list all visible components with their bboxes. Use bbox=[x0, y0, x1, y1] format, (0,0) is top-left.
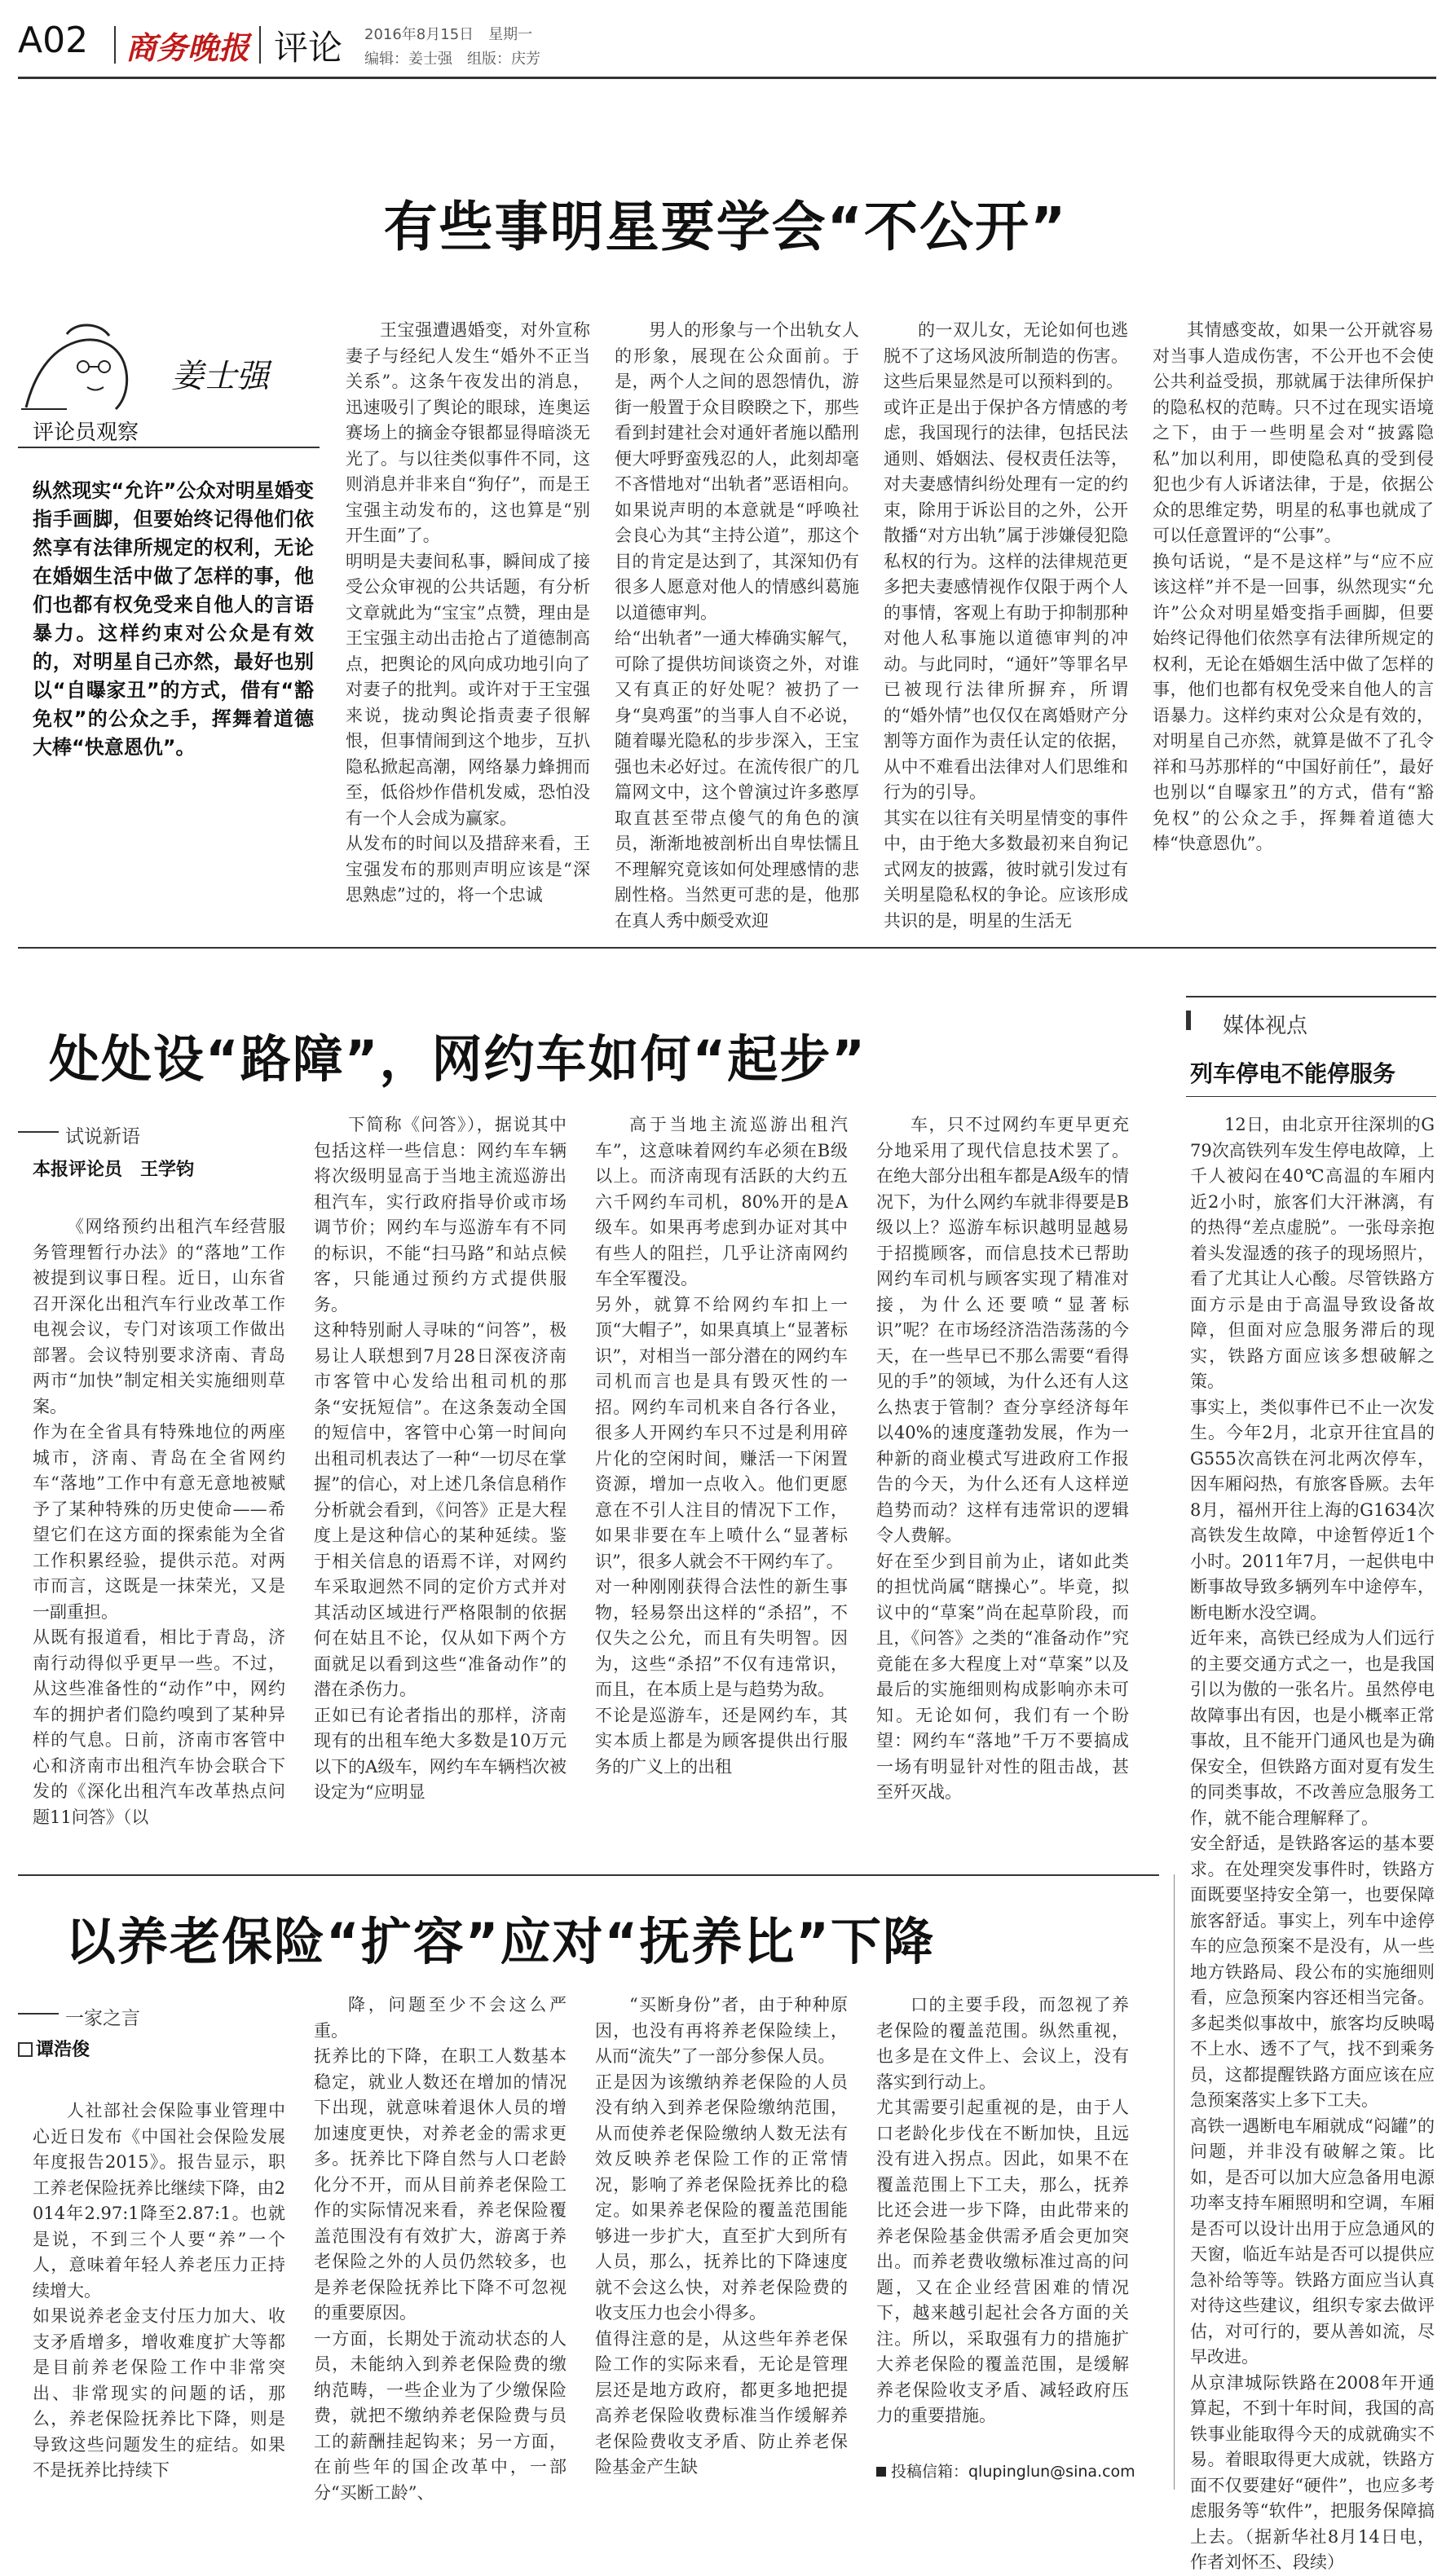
article1-col-2: 男人的形象与一个出轨女人的形象，展现在公众面前。于是，两个人之间的恩怨情仇，游街一般置于众目睽睽之下，那些看到封建社会对通奸者施以酷刑便大呼野蛮残忍的人，此刻却毫不吝惜地对“出轨者”恶语相向。如果说声明的本意就是“呼唤社会良心为其“主持公道”，那这个目的肯定是达到了，其深知仍有很多人愿意对他人的情感纠葛施以道德审判。 给“出轨者”一通大棒确实解气，可除了提供坊间谈资之外，对谁又有真正的好处呢？被扔了一身“臭鸡蛋”的当事人自不必说，随着曝光隐私的步步深入，王宝强也未必好过。在流传很广的几篇网文中，这个曾演过许多憨厚取直甚至带点傻气的角色的演员，渐渐地被剖析出自卑怯懦且不理解究竟该如何处理感情的悲剧性格。当然更可悲的是，他那在真人秀中颇受欢迎 bbox=[615, 320, 859, 931]
article2-col-2: 下简称《问答》），据说其中包括这样一些信息：网约车车辆将次级明显高于当地主流巡游出租汽车，实行政府指导价或市场调节价；网约车与巡游车有不同的标识，不能“扫马路”和站点候客，只能通过预约方式提供服务。 这种特别耐人寻味的“问答”，极易让人联想到7月28日深夜济南市客管中心发给出租司机的那条“安抚短信”。在这条轰动全国的短信中，客管中心第一时间向出租司机表达了一种“一切尽在掌握”的信心，对上述几条信息稍作分析就会看到，《问答》正是大程度上是这种信心的某种延续。鉴于相关信息的语焉不详，对网约车采取迥然不同的定价方式并对其活动区域进行严格限制的依据何在姑且不论，仅从如下两个方面就足以看到这些“准备动作”的潜在杀伤力。 正如已有论者指出的那样，济南现有的出租车绝大多数是10万元以下的A级车，网约车车辆档次被设定为“应明显 bbox=[314, 1115, 567, 1802]
contribution-email[interactable]: 投稿信箱：qlupinglun@sina.com bbox=[891, 2463, 1135, 2481]
date-line: 2016年8月15日 星期一 bbox=[364, 26, 533, 43]
paper-name-logo: 商务晚报 bbox=[126, 29, 250, 66]
article4-col-2: 降，问题至少不会这么严重。 抚养比的下降，在职工人数基本稳定，就业人数还在增加的情况下出现，就意味着退休人员的增加速度更快，对养老金的需求更多。抚养比下降自然与人口老龄化分不开，而从目前养老保险工作的实际情况来看，养老保险覆盖范围没有有效扩大，游离于养老保险之外的人员仍然较多，也是养老保险抚养比下降不可忽视的重要原因。 一方面，长期处于流动状态的人员，未能纳入到养老保险费的缴纳范畴，一些企业为了少缴保险费，就把不缴纳养老保险费与员工的薪酬挂起钩来；另一方面，在前些年的国企改革中，一部分“买断工龄”、 bbox=[314, 1995, 567, 2503]
article1-col-1: 王宝强遭遇婚变，对外宣称妻子与经纪人发生“婚外不正当关系”。这条午夜发出的消息，迅速吸引了舆论的眼球，连奥运赛场上的摘金夺银都显得暗淡无光了。与以往类似事件不同，这则消息并非来自“狗仔”，而是王宝强主动发布的，这也算是“别开生面”了。 明明是夫妻间私事，瞬间成了接受公众审视的公共话题，有分析文章就此为“宝宝”点赞，理由是王宝强主动出击抢占了道德制高点，把舆论的风向成功地引向了对妻子的批判。或许对于王宝强来说，拢动舆论指责妻子很解恨，但事情闹到这个地步，互扒隐私掀起高潮，网络暴力蜂拥而至，低俗炒作借机发威，恐怕没有一个人会成为赢家。 从发布的时间以及措辞来看，王宝强发布的那则声明应该是“深思熟虑”过的，将一个忠诚 bbox=[346, 320, 590, 905]
masthead-rule bbox=[18, 77, 1436, 79]
article2-col-1: 《网络预约出租汽车经营服务管理暂行办法》的“落地”工作被提到议事日程。近日，山东省召开深化出租汽车行业改革工作电视会议，专门对该项工作做出部署。会议特别要求济南、青岛两市“加快”制定相关实施细则草案。 作为在全省具有特殊地位的两座城市，济南、青岛在全省网约车“落地”工作中有意无意地被赋予了某种特殊的历史使命——希望它们在这方面的探索能为全省工作积累经验，提供示范。对两市而言，这既是一抹荣光，又是一副重担。 从既有报道看，相比于青岛，济南行动得似乎更早一些。不过，从这些准备性的“动作”中，网约车的拥护者们隐约嗅到了某种异样的气息。日前，济南市客管中心和济南市出租汽车协会联合下发的《深化出租汽车改革热点问题11问答》（以 bbox=[33, 1217, 285, 1827]
byline-box-icon bbox=[18, 2042, 33, 2057]
article4-col-1: 人社部社会保险事业管理中心近日发布《中国社会保险发展年度报告2015》。报告显示，职工养老保险抚养比继续下降，由2014年2.97:1降至2.87:1。也就是说，不到三个人要“养”一个人，意味着年轻人养老压力正持续增大。 如果说养老金支付压力加大、收支矛盾增多，增收难度扩大等都是目前养老保险工作中非常突出、非常现实的问题的话，那么，养老保险抚养比下降，则是导致这些问题发生的症结。如果不是抚养比持续下 bbox=[33, 2101, 285, 2480]
sidebar-title-rule bbox=[1186, 1096, 1436, 1097]
article1-title: 有些事明星要学会“不公开” bbox=[383, 196, 1068, 258]
article1-column-label: 评论员观察 bbox=[33, 421, 139, 445]
sidebar-top-rule bbox=[1186, 996, 1436, 997]
column-label-rule bbox=[18, 447, 320, 448]
page-number: A02 bbox=[18, 20, 89, 61]
square-bullet-icon bbox=[876, 2467, 886, 2477]
column-label-rule bbox=[18, 2013, 59, 2015]
article1-lead: 纵然现实“允许”公众对明星婚变指手画脚，但要始终记得他们依然享有法律所规定的权利，无论在婚姻生活中做了怎样的事，他们也都有权免受来自他人的言语暴力。这样约束对公众是有效的，对明星自己亦然，最好也别以“自曝家丑”的方式，借有“豁免权”的公众之手，挥舞着道德大棒“快意恩仇”。 bbox=[33, 479, 314, 759]
article4-column-label: 一家之言 bbox=[65, 2008, 140, 2029]
author-signature: 姜士强 bbox=[171, 358, 269, 395]
column-label-rule bbox=[18, 1131, 59, 1133]
article-separator bbox=[18, 1874, 1159, 1876]
article4-title: 以养老保险“扩容”应对“抚养比”下降 bbox=[65, 1912, 935, 1971]
article2-col-4: 车，只不过网约车更早更充分地采用了现代信息技术罢了。在绝大部分出租车都是A级车的情况下，为什么网约车就非得要是B级以上？巡游车标识越明显越易于招揽顾客，而信息技术已帮助网约车司机与顾客实现了精准对接，为什么还要喷“显著标识”呢？在市场经济浩浩荡荡的今天，在一些早已不那么需要“看得见的手”的领域，为什么还有人这么热衷于管制？查分享经济每年以40%的速度蓬勃发展，作为一种新的商业模式写进政府工作报告的今天，为什么还有人这样逆趋势而动？这样有违常识的逻辑令人费解。 好在至少到目前为止，诸如此类的担忧尚属“瞎操心”。毕竟，拟议中的“草案”尚在起草阶段，而且，《问答》之类的“准备动作”究竟能在多大程度上对“草案”以及最后的实施细则构成影响亦未可知。无论如何，我们有一个盼望：网约车“落地”千万不要搞成一场有明显针对性的阻击战，甚至歼灭战。 bbox=[876, 1115, 1129, 1802]
article3-label: 媒体视点 bbox=[1223, 1014, 1308, 1038]
article1-col-3: 的一双儿女，无论如何也逃脱不了这场风波所制造的伤害。这些后果显然是可以预料到的。 或许正是出于保护各方情感的考虑，我国现行的法律，包括民法通则、婚姻法、侵权责任法等，对夫妻感情纠纷处理有一定的约束，除用于诉讼目的之外，公开散播“对方出轨”属于涉嫌侵犯隐私权的行为。这样的法律规范更多把夫妻感情视作仅限于两个人的事情，客观上有助于抑制那种对他人私事施以道德审判的冲动。与此同时，“通奸”等罪名早已被现行法律所摒弃，所谓的“婚外情”也仅仅在离婚财产分割等方面作为责任认定的依据，从中不难看出法律对人们思维和行为的引导。 其实在以往有关明星情变的事件中，由于绝大多数最初来自狗记式网友的披露，彼时就引发过有关明星隐私权的争论。应该形成共识的是，明星的生活无 bbox=[884, 320, 1128, 931]
article4-col-3: “买断身份”者，由于种种原因，也没有再将养老保险续上，从而“流失”了一部分参保人员。 正是因为该缴纳养老保险的人员没有纳入到养老保险缴纳范围，从而使养老保险缴纳人数无法有效反映养老保险工作的正常情况，影响了养老保险抚养比的稳定。如果养老保险的覆盖范围能够进一步扩大，直至扩大到所有人员，那么，抚养比的下降速度就不会这么快，对养老保险费的收支压力也会小得多。 值得注意的是，从这些年养老保险工作的实际来看，无论是管理层还是地方政府，都更多地把提高养老保险收费标准当作缓解养老保险费收支矛盾、防止养老保险基金产生缺 bbox=[595, 1995, 848, 2477]
editor-line: 编辑：姜士强 组版：庆芳 bbox=[364, 51, 540, 68]
masthead-divider bbox=[114, 26, 116, 64]
sidebar-label-marker bbox=[1186, 1011, 1191, 1030]
article2-col-3: 高于当地主流巡游出租汽车”，这意味着网约车必须在B级以上。而济南现有活跃的大约五六千网约车司机，80%开的是A级车。如果再考虑到办证对其中有些人的阻拦，几乎让济南网约车全军覆没。 另外，就算不给网约车扣上一顶“大帽子”，如果真填上“显著标识”，对相当一部分潜在的网约车司机而言也是具有毁灭性的一招。网约车司机来自各行各业，很多人开网约车只不过是利用碎片化的空闲时间，赚活一下闲置资源，增加一点收入。他们更愿意在不引人注目的情况下工作，如果非要在车上喷什么“显著标识”，很多人就会不干网约车了。 对一种刚刚获得合法性的新生事物，轻易祭出这样的“杀招”，不仅失之公允，而且有失明智。因为，这些“杀招”不仅有违常识，而且，在本质上是与趋势为敌。 不论是巡游车，还是网约车，其实本质上都是为顾客提供出行服务的广义上的出租 bbox=[595, 1115, 848, 1777]
article1-col-4: 其情感变故，如果一公开就容易对当事人造成伤害，不公开也不会使公共利益受损，那就属于法律所保护的隐私权的范畴。只不过在现实语境之下，由于一些明星会对“披露隐私”加以利用，即使隐私真的受到侵犯也少有人诉诸法律，于是，依据公众的思维定势，明星的私事也就成了可以任意置评的“公事”。 换句话说，“是不是这样”与“应不应该这样”并不是一回事，纵然现实“允许”公众对明星婚变指手画脚，但要始终记得他们依然享有法律所规定的权利，无论在婚姻生活中做了怎样的事，他们也都有权免受来自他人的言语暴力。这样约束对公众是有效的，对明星自己亦然，就算是做不了孔令祥和马苏那样的“中国好前任”，最好也别以“自曝家丑”的方式，借有“豁免权”的公众之手，挥舞着道德大棒“快意恩仇”。 bbox=[1153, 320, 1434, 853]
masthead-divider bbox=[259, 26, 261, 64]
article3-title: 列车停电不能停服务 bbox=[1190, 1060, 1396, 1087]
masthead bbox=[18, 15, 1436, 73]
author-portrait-sketch bbox=[18, 318, 157, 414]
section-name: 评论 bbox=[274, 28, 343, 68]
article-separator bbox=[18, 947, 1436, 949]
article4-col-4: 口的主要手段，而忽视了养老保险的覆盖范围。纵然重视，也多是在文件上、会议上，没有落实到行动上。 尤其需要引起重视的是，由于人口老龄化步伐在不断加快，且远没有进入拐点。因此，如果不在覆盖范围上下工夫，那么，抚养比还会进一步下降，由此带来的养老保险基金供需矛盾会更加突出。而养老费收缴标准过高的问题，又在企业经营困难的情况下，越来越引起社会各方面的关注。所以，采取强有力的措施扩大养老保险的覆盖范围，是缓解养老保险收支矛盾、减轻政府压力的重要措施。 bbox=[876, 1995, 1129, 2425]
article4-byline: 谭浩俊 bbox=[36, 2040, 90, 2060]
article2-byline: 本报评论员 王学钧 bbox=[33, 1160, 195, 1180]
vertical-column-rule bbox=[1174, 1874, 1175, 2490]
article3-body: 12日，由北京开往深圳的G79次高铁列车发生停电故障，上千人被闷在40℃高温的车厢内近2小时，旅客们大汗淋漓，有的热得“差点虚脱”。一张母亲抱着头发湿透的孩子的现场照片，看了尤其让人心酸。尽管铁路方面方示是由于高温导致设备故障，但面对应急服务滞后的现实，铁路方面应该多想破解之策。 事实上，类似事件已不止一次发生。今年2月，北京开往宜昌的G555次高铁在河北两次停车，因车厢闷热，有旅客昏厥。去年8月，福州开往上海的G1634次高铁发生故障，中途暂停近1个小时。2011年7月，一起供电中断事故导致多辆列车中途停车，断电断水没空调。 近年来，高铁已经成为人们远行的主要交通方式之一，也是我国引以为傲的一张名片。虽然停电故障事出有因，也是小概率正常事故，且不能开门通风也是为确保安全，但铁路方面对夏有发生的同类事故，不改善应急服务工作，就不能合理解释了。 安全舒适，是铁路客运的基本要求。在处理突发事件时，铁路方面既要坚持安全第一，也要保障旅客舒适。事实上，列车中途停车的应急预案不是没有，从一些地方铁路局、段公布的实施细则看，应急预案内容还相当完备。多起类似事故中，旅客均反映喝不上水、透不了气，找不到乘务员，这都提醒铁路方面应该在应急预案落实上多下工夫。 高铁一遇断电车厢就成“闷罐”的问题，并非没有破解之策。比如，是否可以加大应急备用电源功率支持车厢照明和空调，车厢是否可以设计出用于应急通风的天窗，临近车站是否可以提供应急补给等等。铁路方面应当认真对待这些建议，组织专家去做评估，对可行的，要从善如流，尽早改进。 从京津城际铁路在2008年开通算起，不到十年时间，我国的高铁事业能取得今天的成就确实不易。着眼取得更大成就，铁路方面不仅要建好“硬件”，也应多考虑服务等“软件”，把服务保障搞上去。（据新华社8月14日电，作者刘怀丕、段续） bbox=[1190, 1115, 1435, 2572]
article2-title: 处处设“路障”，网约车如何“起步” bbox=[49, 1029, 866, 1089]
contribution-line bbox=[876, 2459, 1135, 2481]
article2-column-label: 试说新语 bbox=[65, 1126, 140, 1147]
